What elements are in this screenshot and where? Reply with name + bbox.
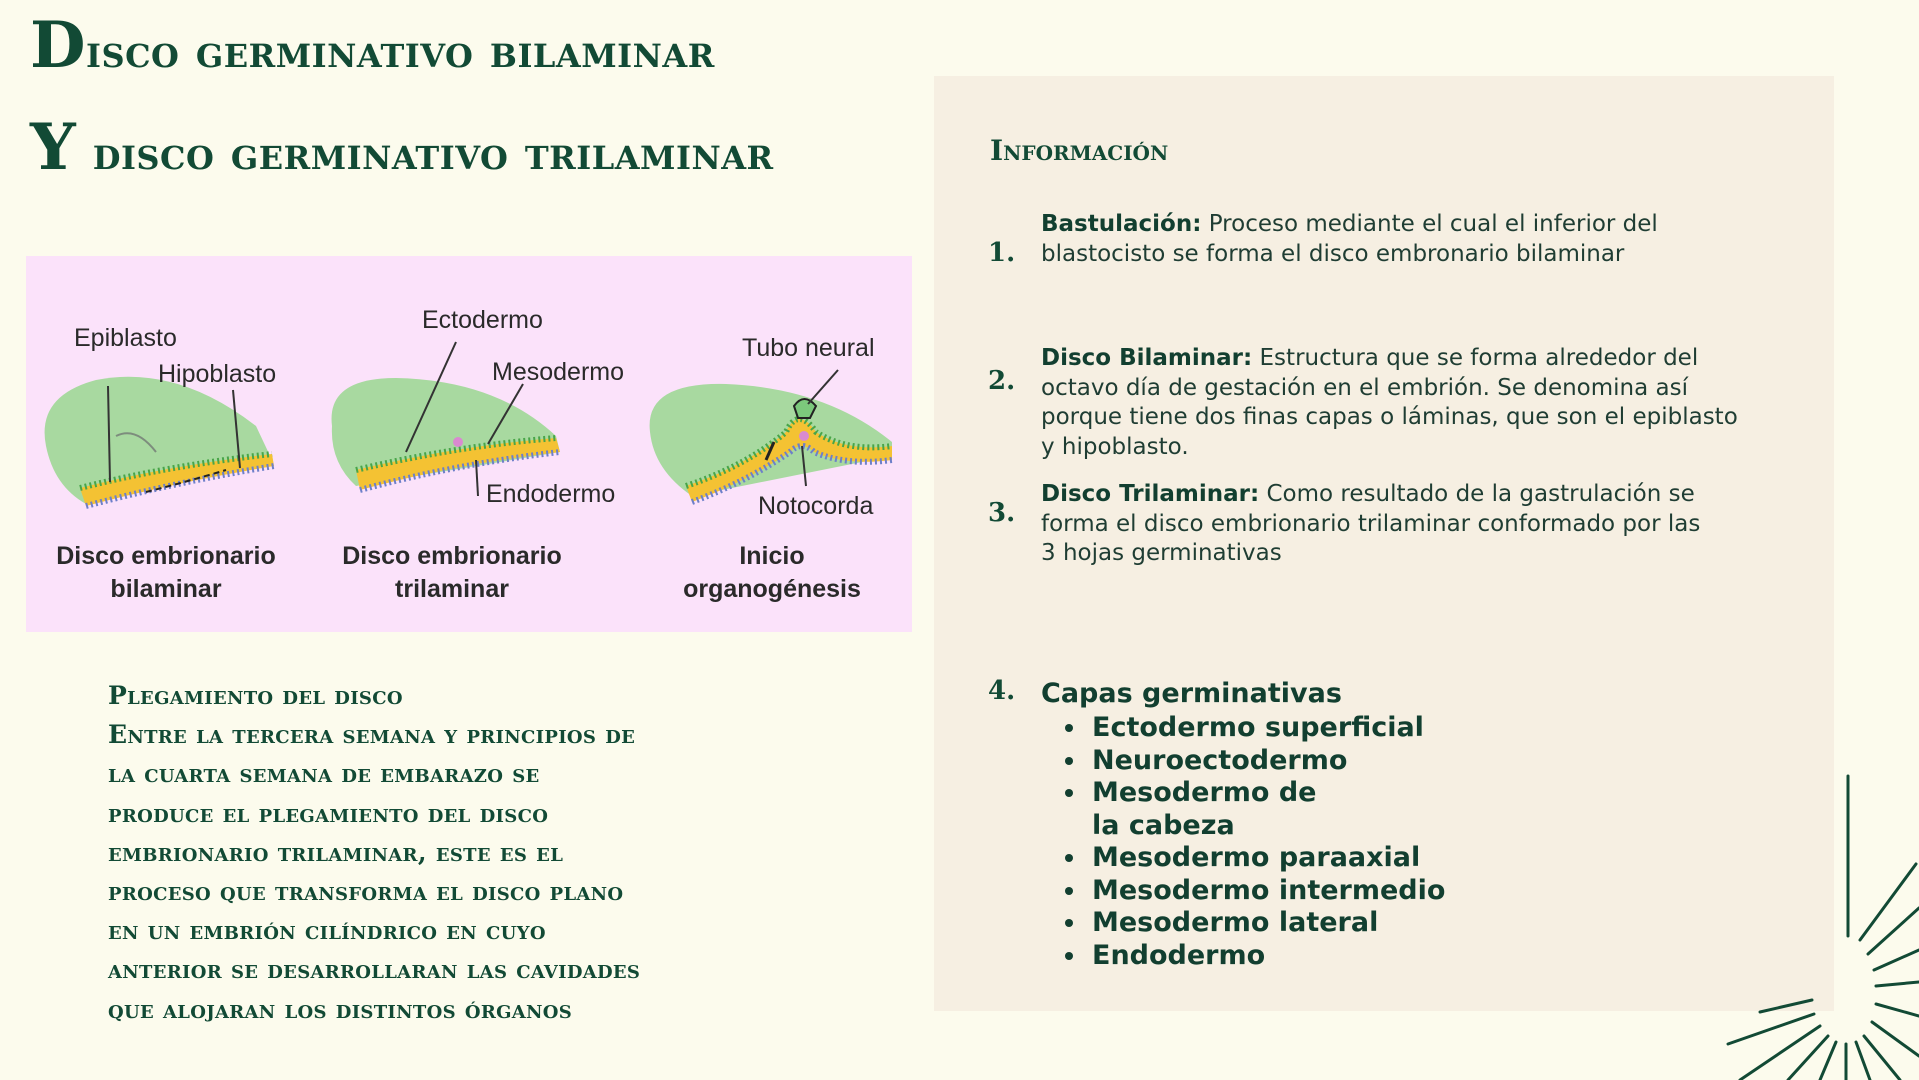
title-initial-1: D [30,8,86,83]
label-tubo-neural: Tubo neural [742,334,875,362]
list-item: • Mesodermo de la cabeza [1088,777,1332,842]
organogenesis-disc-illustration [650,370,892,502]
term-disco-bilaminar: Disco Bilaminar: [1041,345,1253,371]
caption-organogenesis-line-1: Inicio [739,542,805,570]
germ-layers-heading: Capas germinativas [1041,678,1342,709]
info-title: Información [990,134,1169,167]
caption-organogenesis [652,540,892,606]
caption-bilaminar-line-1: Disco embrionario [56,542,276,570]
folding-line: en un embrión cilíndrico en cuyo [108,916,546,946]
folding-heading: Plegamiento del disco [108,681,403,710]
term-disco-trilaminar: Disco Trilaminar: [1041,481,1260,507]
folding-line: embrionario trilaminar, este es el [108,837,564,867]
label-epiblasto: Epiblasto [74,324,177,352]
info-item-bastulacion [1041,210,1681,269]
label-mesodermo: Mesodermo [492,358,624,386]
list-item: • Mesodermo intermedio [1088,875,1468,908]
caption-bilaminar [36,540,296,606]
item-number-1: 1. [988,238,1016,268]
caption-trilaminar-line-2: trilaminar [395,575,509,603]
info-panel [934,76,1834,1011]
label-notocorda: Notocorda [758,492,874,520]
folding-line: produce el plegamiento del disco [108,798,549,828]
list-item: • Mesodermo lateral [1088,907,1468,940]
title-rest-1: isco germinativo bilaminar [86,24,715,78]
caption-organogenesis-line-2: organogénesis [683,575,861,603]
sunburst-decoration [1700,760,1919,1080]
term-bastulacion: Bastulación: [1041,211,1202,237]
label-endodermo: Endodermo [486,480,616,508]
caption-trilaminar [322,540,582,606]
item-number-4: 4. [988,676,1016,706]
page-title-line-2 [30,110,774,185]
germ-layers-list [1062,712,1468,972]
item-number-2: 2. [988,366,1016,396]
folding-line: la cuarta semana de embarazo se [108,759,540,789]
text-disco-bilaminar: Estructura que se forma alrededor del octavo día de gestación en el embrión. Se denomina así porque tiene dos finas capas o láminas, que son el epiblasto y hipoblasto. [1041,345,1738,460]
info-item-disco-bilaminar [1041,344,1741,462]
embryonic-disc-diagram [26,256,912,632]
list-item: • Neuroectodermo [1088,745,1468,778]
item-number-3: 3. [988,498,1016,528]
caption-bilaminar-line-2: bilaminar [110,575,222,603]
folding-line: que alojaran los distintos órganos [108,994,573,1024]
label-ectodermo: Ectodermo [422,306,543,334]
folding-line: anterior se desarrollaran las cavidades [108,955,641,985]
folding-paragraph [108,676,728,1029]
title-rest-2: disco germinativo trilaminar [76,126,774,180]
list-item: • Endodermo [1088,940,1468,973]
folding-line: proceso que transforma el disco plano [108,877,624,907]
text-disco-trilaminar: Como resultado de la gastrulación se forma el disco embrionario trilaminar conformado por las 3 hojas germinativas [1041,481,1701,566]
list-item: • Ectodermo superficial [1088,712,1468,745]
label-hipoblasto: Hipoblasto [158,360,277,388]
bilaminar-disc-illustration [45,377,274,506]
list-item: • Mesodermo paraaxial [1088,842,1468,875]
page-title-line-1 [30,8,715,83]
caption-trilaminar-line-1: Disco embrionario [342,542,562,570]
text-bastulacion: Proceso mediante el cual el inferior del blastocisto se forma el disco embronario bilaminar [1041,211,1658,267]
folding-line: Entre la tercera semana y principios de [108,720,636,750]
title-initial-2: Y [30,110,77,185]
info-item-disco-trilaminar [1041,480,1721,569]
